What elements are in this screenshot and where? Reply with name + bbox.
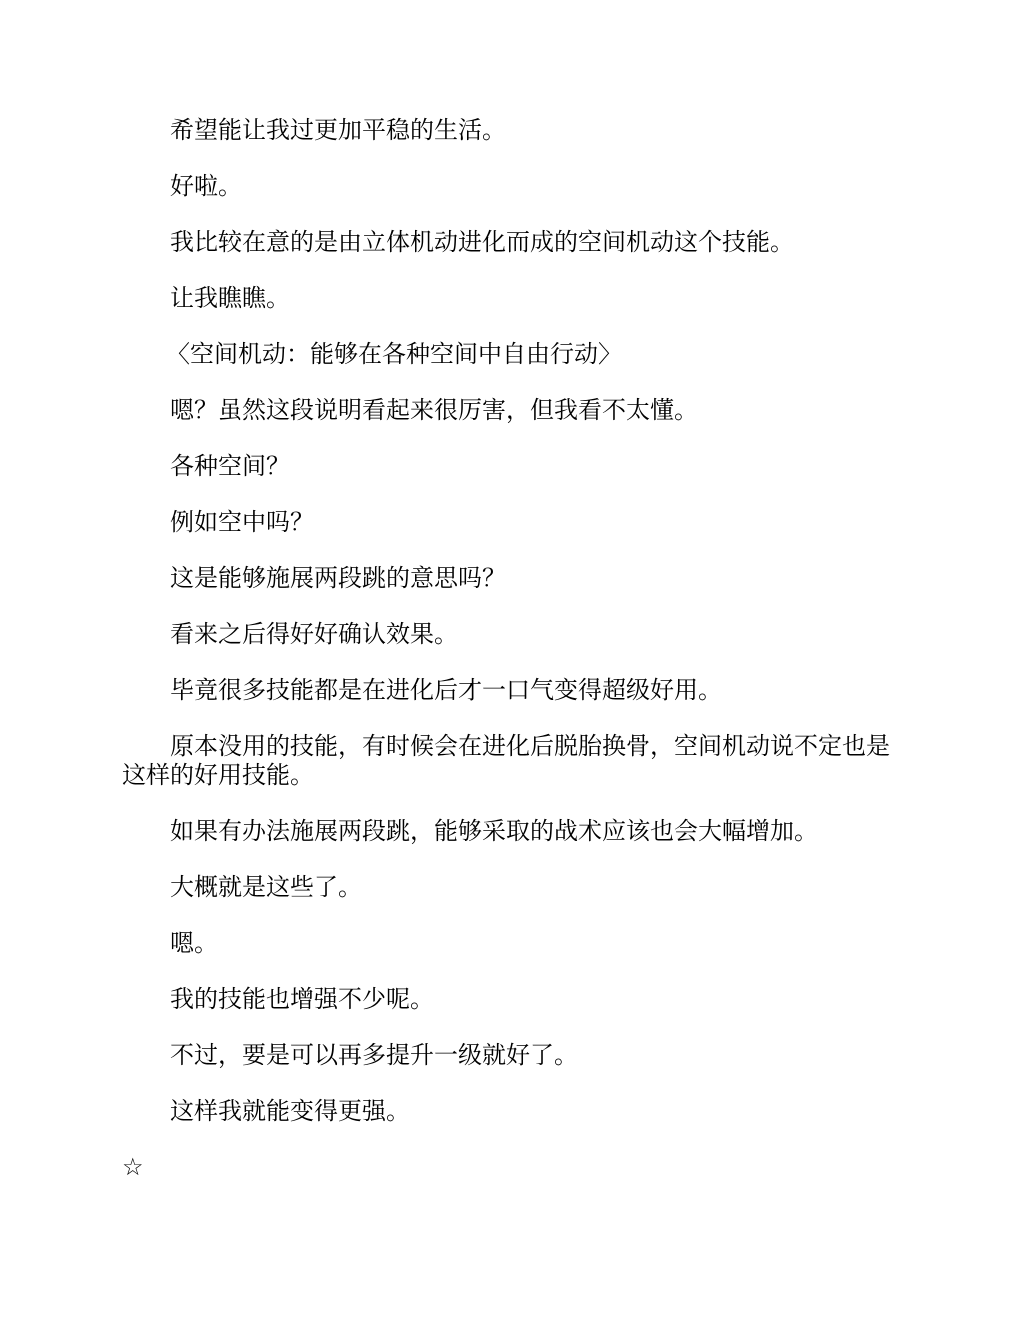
paragraph: 这是能够施展两段跳的意思吗？ bbox=[170, 564, 506, 592]
paragraph: 看来之后得好好确认效果。 bbox=[170, 620, 458, 648]
paragraph: 不过，要是可以再多提升一级就好了。 bbox=[170, 1041, 578, 1069]
paragraph: 我比较在意的是由立体机动进化而成的空间机动这个技能。 bbox=[170, 228, 794, 256]
paragraph: 原本没用的技能，有时候会在进化后脱胎换骨，空间机动说不定也是这样的好用技能。 bbox=[122, 732, 890, 789]
paragraph-skill-description: 〈空间机动：能够在各种空间中自由行动〉 bbox=[166, 340, 622, 368]
paragraph: 好啦。 bbox=[170, 172, 242, 200]
paragraph: 各种空间？ bbox=[170, 452, 290, 480]
paragraph: 让我瞧瞧。 bbox=[170, 284, 290, 312]
paragraph: 这样我就能变得更强。 bbox=[170, 1097, 410, 1125]
document-page bbox=[122, 116, 912, 1182]
paragraph: 嗯？虽然这段说明看起来很厉害，但我看不太懂。 bbox=[170, 396, 698, 424]
paragraph: 例如空中吗？ bbox=[170, 508, 314, 536]
paragraph: 希望能让我过更加平稳的生活。 bbox=[170, 116, 506, 144]
paragraph: 毕竟很多技能都是在进化后才一口气变得超级好用。 bbox=[170, 676, 722, 704]
paragraph: 嗯。 bbox=[170, 929, 218, 957]
paragraph: 如果有办法施展两段跳，能够采取的战术应该也会大幅增加。 bbox=[170, 817, 818, 845]
section-separator-star: ☆ bbox=[122, 1153, 144, 1181]
paragraph: 我的技能也增强不少呢。 bbox=[170, 985, 434, 1013]
paragraph: 大概就是这些了。 bbox=[170, 873, 362, 901]
